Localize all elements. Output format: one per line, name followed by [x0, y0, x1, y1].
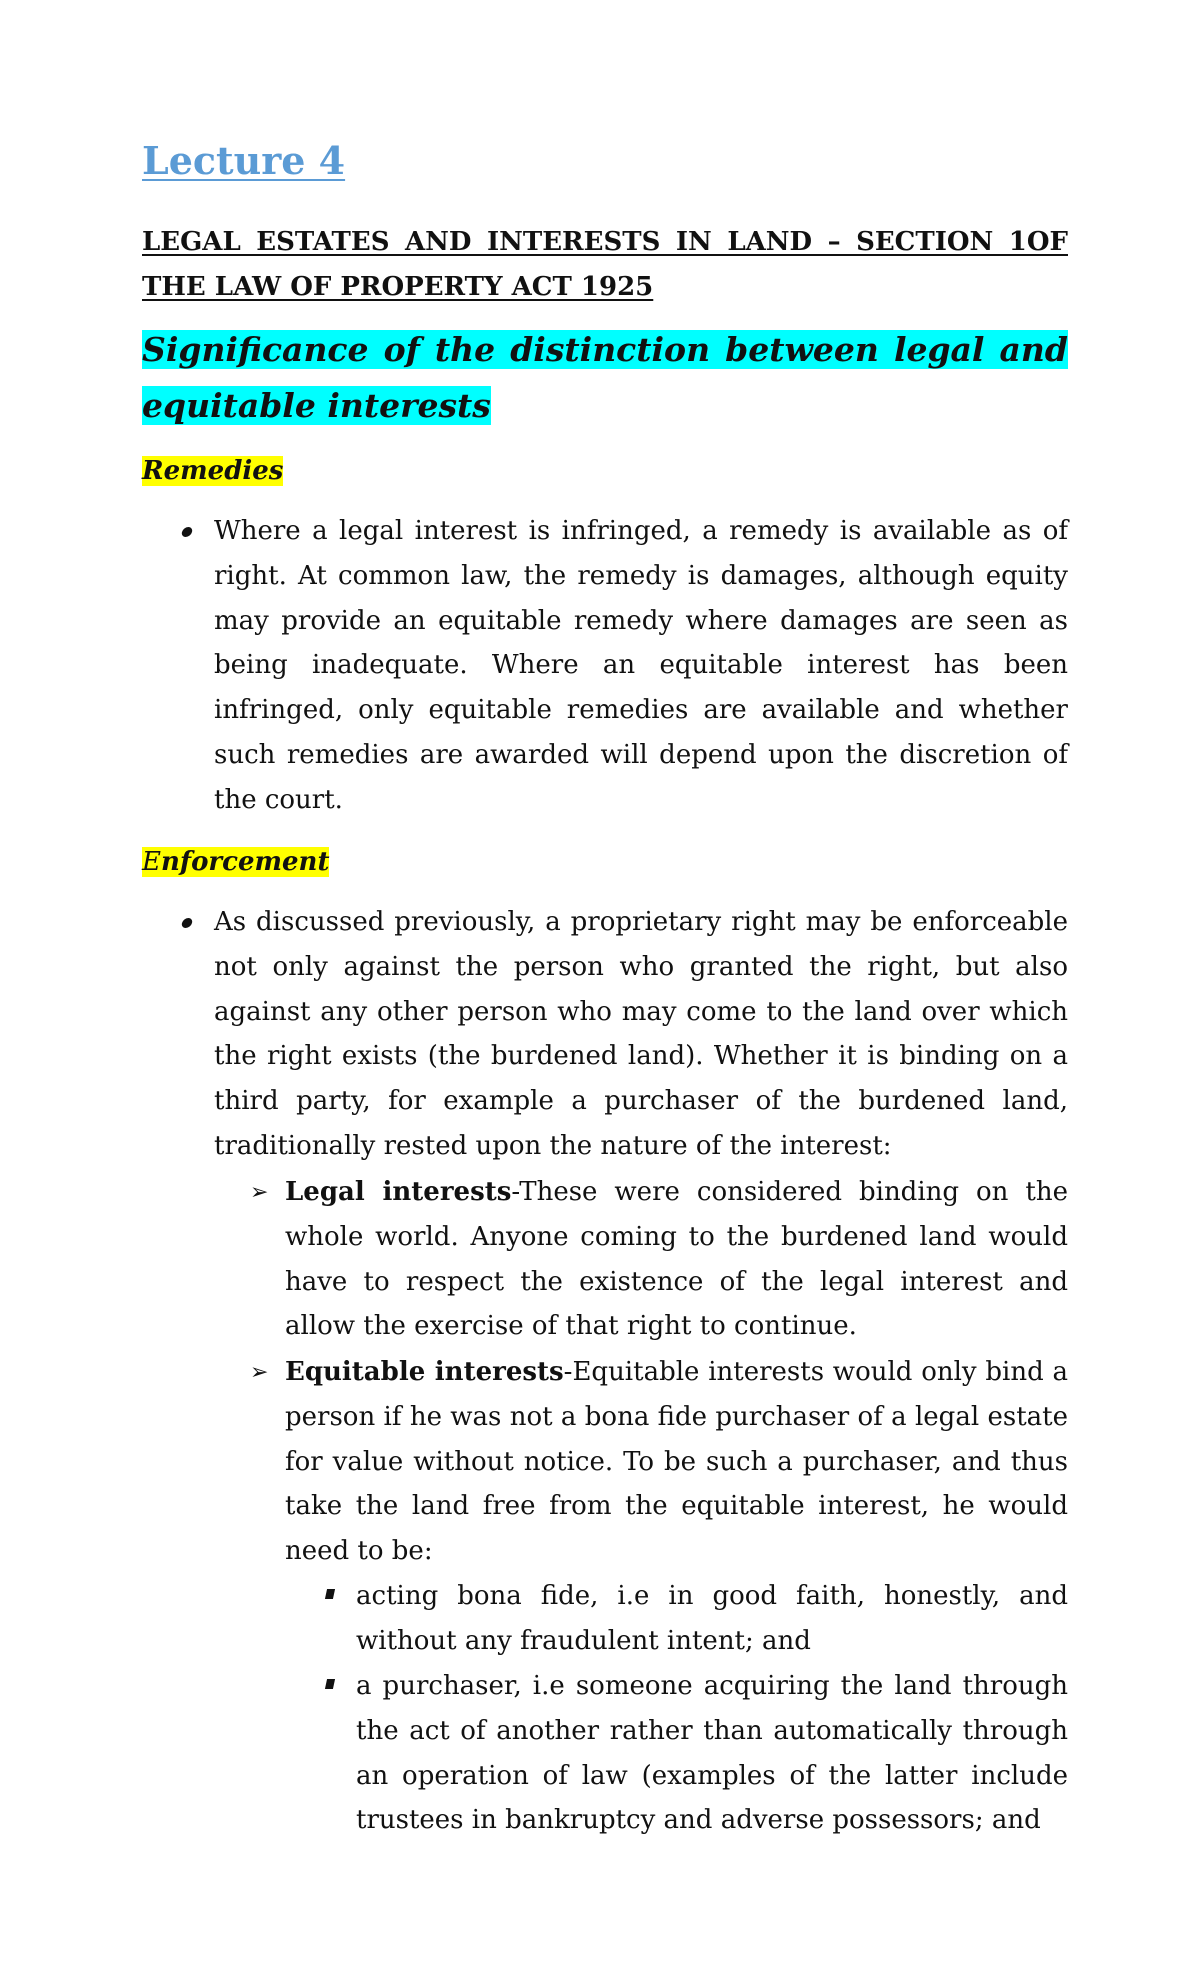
arrow-bullet-icon: ➢	[250, 1360, 269, 1385]
arrow-bullet-icon: ➢	[250, 1180, 269, 1205]
legal-interests-item	[285, 1170, 1068, 1349]
remedies-heading	[142, 454, 283, 488]
remedies-bullet-text: Where a legal interest is infringed, a remedy is available as of right. At common law, the remedy is damages, although equity may provide an equitable remedy where damages are seen as being inadequate. Where an equitable interest has been infringed, only equitable remedies are available and whether such remedies are awarded will depend upon the discretion of the court.	[214, 516, 1068, 815]
legal-interests-text: -These were considered binding on the whole world. Anyone coming to the burdened land would have to respect the existence of the legal interest and allow the exercise of that right to continue.	[285, 1177, 1069, 1342]
enforcement-heading-rest: nforcement	[160, 847, 330, 877]
section-heading	[142, 322, 1068, 434]
enforcement-heading-highlight	[142, 847, 329, 877]
square-bullet-icon	[325, 1589, 335, 1599]
legal-interests-term: Legal interests	[285, 1177, 512, 1207]
enforcement-heading-first-letter: E	[142, 847, 161, 877]
remedies-heading-text: Remedies	[142, 456, 284, 486]
equitable-interests-item	[285, 1350, 1068, 1574]
enforcement-heading	[142, 845, 329, 879]
section-heading-text: Significance of the distinction between legal and equitable interests	[142, 330, 1068, 425]
lecture-title: Lecture 4	[142, 138, 346, 183]
square-bullet-icon	[325, 1679, 335, 1689]
enforcement-bullet-text: As discussed previously, a proprietary right may be enforceable not only against the person who granted the right, but also against any other person who may come to the land over which the right exists (the burdened land). Whether it is binding on a third party, for example a purchaser of the burdened land, traditionally rested upon the nature of the interest:	[214, 907, 1068, 1161]
equitable-interests-term: Equitable interests	[285, 1357, 564, 1387]
bullet-dot-icon	[181, 918, 194, 928]
condition-item: acting bona fide, i.e in good faith, honestly, and without any fraudulent intent; and	[356, 1581, 1068, 1656]
main-heading: LEGAL ESTATES AND INTERESTS IN LAND – SECTION 1OF THE LAW OF PROPERTY ACT 1925	[142, 227, 1068, 302]
condition-item: a purchaser, i.e someone acquiring the land through the act of another rather than automatically through an operation of law (examples of the latter include trustees in bankruptcy and adverse possessors; and	[356, 1671, 1068, 1836]
bullet-dot-icon	[181, 527, 194, 537]
equitable-interests-text: -Equitable interests would only bind a person if he was not a bona fide purchaser of a legal estate for value without notice. To be such a purchaser, and thus take the land free from the equitable interest, he would need to be:	[285, 1357, 1068, 1567]
